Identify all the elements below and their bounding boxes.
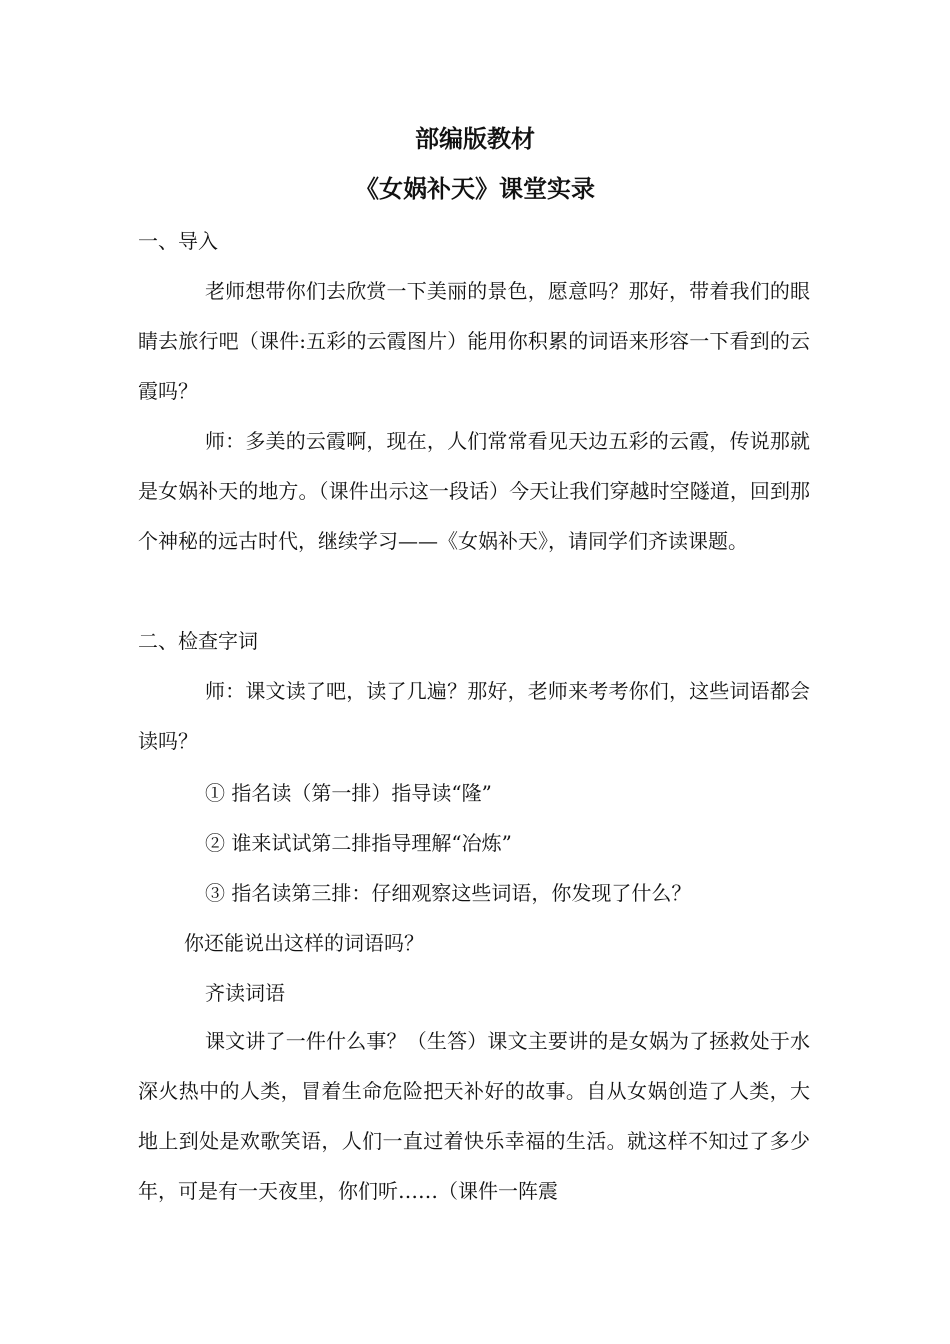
document-title-line1: 部编版教材	[415, 125, 535, 153]
paragraph-intro: 老师想带你们去欣赏一下美丽的景色，愿意吗？那好，带着我们的眼睛去旅行吧（课件:五彩的云霞图片）能用你积累的词语来形容一下看到的云霞吗？	[138, 279, 810, 403]
list-item: ① 指名读（第一排）指导读“隆”	[205, 781, 492, 805]
list-item: ② 谁来试试第二排指导理解“冶炼”	[205, 831, 512, 855]
line-read-words: 齐读词语	[205, 981, 285, 1005]
paragraph-teacher-quiz: 师：课文读了吧，读了几遍？那好，老师来考考你们，这些词语都会读吗？	[138, 679, 810, 753]
paragraph-story-summary: 课文讲了一件什么事？（生答）课文主要讲的是女娲为了拯救处于水深火热中的人类，冒着生命危险把天补好的故事。自从女娲创造了人类，大地上到处是欢歌笑语，人们一直过着快乐幸福的生活。就这样不知过了多少年，可是有一天夜里，你们听……（课件一阵震	[138, 1029, 810, 1203]
paragraph-teacher-clouds: 师：多美的云霞啊，现在，人们常常看见天边五彩的云霞，传说那就是女娲补天的地方。（课件出示这一段话）今天让我们穿越时空隧道，回到那个神秘的远古时代，继续学习——《女娲补天》，请同学们齐读课题。	[138, 429, 810, 553]
list-item: ③ 指名读第三排：仔细观察这些词语，你发现了什么？	[205, 881, 692, 905]
section-heading-intro: 一、导入	[138, 229, 218, 253]
line-more-words: 你还能说出这样的词语吗？	[184, 931, 424, 955]
document-title-line2: 《女娲补天》课堂实录	[355, 175, 595, 203]
section-heading-check-words: 二、检查字词	[138, 629, 258, 653]
